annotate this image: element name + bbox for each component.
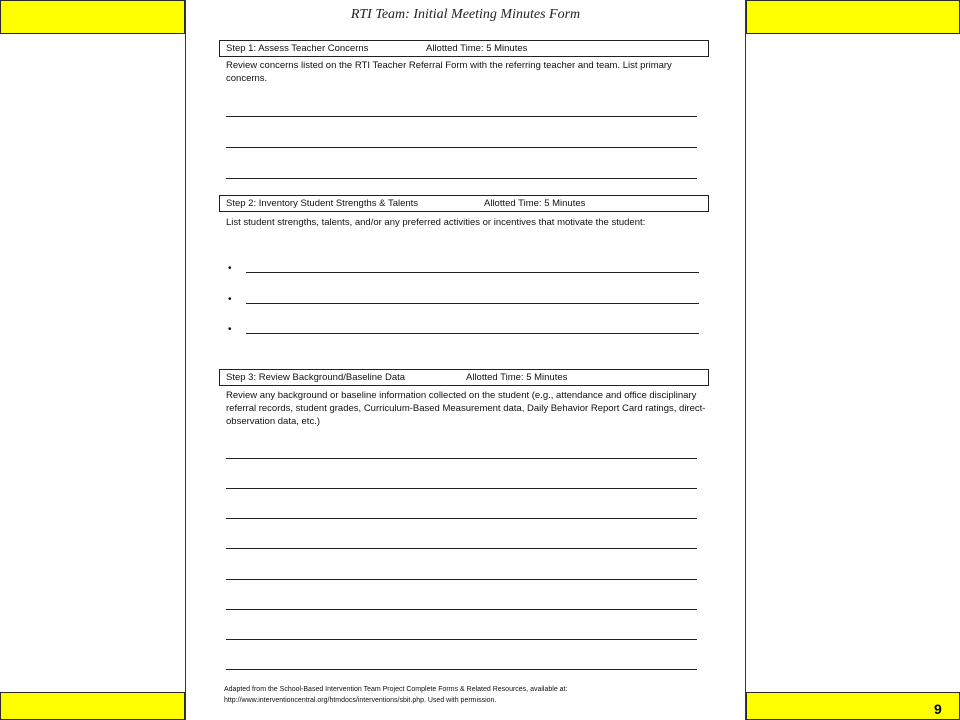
step-2-bullet-3: • bbox=[228, 324, 232, 335]
step-2-bullet-2: • bbox=[228, 294, 232, 305]
header-band-right bbox=[746, 0, 960, 34]
footnote-line-2: http://www.interventioncentral.org/htmdocs/interventions/sbit.php. Used with permission. bbox=[224, 697, 497, 704]
step-1-instructions: Review concerns listed on the RTI Teacher Referral Form with the referring teacher and team. List primary concerns. bbox=[226, 60, 672, 84]
step-3-answer-line-5[interactable] bbox=[226, 579, 697, 580]
step-3-answer-line-1[interactable] bbox=[226, 458, 697, 459]
step-2-header bbox=[219, 195, 709, 212]
step-1-answer-line-1[interactable] bbox=[226, 116, 697, 117]
step-2-answer-line-1[interactable] bbox=[246, 272, 699, 273]
step-1-answer-line-2[interactable] bbox=[226, 147, 697, 148]
header-band-left bbox=[0, 0, 185, 34]
step-2-instructions: List student strengths, talents, and/or any preferred activities or incentives that motivate the student: bbox=[226, 217, 646, 228]
form-page bbox=[185, 0, 746, 720]
step-2-allotted-time: Allotted Time: 5 Minutes bbox=[484, 198, 586, 209]
step-3-answer-line-8[interactable] bbox=[226, 669, 697, 670]
step-3-answer-line-2[interactable] bbox=[226, 488, 697, 489]
step-1-answer-line-3[interactable] bbox=[226, 178, 697, 179]
step-1-name: Step 1: Assess Teacher Concerns bbox=[226, 43, 369, 54]
footer-band-right bbox=[746, 692, 960, 720]
form-title: RTI Team: Initial Meeting Minutes Form bbox=[350, 7, 581, 22]
step-3-answer-line-3[interactable] bbox=[226, 518, 697, 519]
step-3-instructions: Review any background or baseline information collected on the student (e.g., attendance and office disciplinary referral records, student grades, Curriculum-Based Measurement data, Daily Behavior Report Card ratings, direct-observation data, etc.) bbox=[226, 390, 706, 427]
step-3-allotted-time: Allotted Time: 5 Minutes bbox=[466, 372, 568, 383]
step-3-answer-line-4[interactable] bbox=[226, 548, 697, 549]
step-2-answer-line-3[interactable] bbox=[246, 333, 699, 334]
step-3-answer-line-6[interactable] bbox=[226, 609, 697, 610]
step-1-allotted-time: Allotted Time: 5 Minutes bbox=[426, 43, 528, 54]
footnote-line-1: Adapted from the School-Based Intervention Team Project Complete Forms & Related Resources, available at: bbox=[224, 686, 568, 693]
step-3-header bbox=[219, 369, 709, 386]
footer-band-left bbox=[0, 692, 185, 720]
step-3-answer-line-7[interactable] bbox=[226, 639, 697, 640]
step-2-name: Step 2: Inventory Student Strengths & Talents bbox=[226, 198, 419, 209]
step-3-name: Step 3: Review Background/Baseline Data bbox=[226, 372, 406, 383]
page-number: 9 bbox=[934, 701, 942, 717]
step-2-answer-line-2[interactable] bbox=[246, 303, 699, 304]
source-footnote bbox=[224, 684, 714, 706]
step-2-bullet-1: • bbox=[228, 263, 232, 274]
step-1-header bbox=[219, 40, 709, 57]
